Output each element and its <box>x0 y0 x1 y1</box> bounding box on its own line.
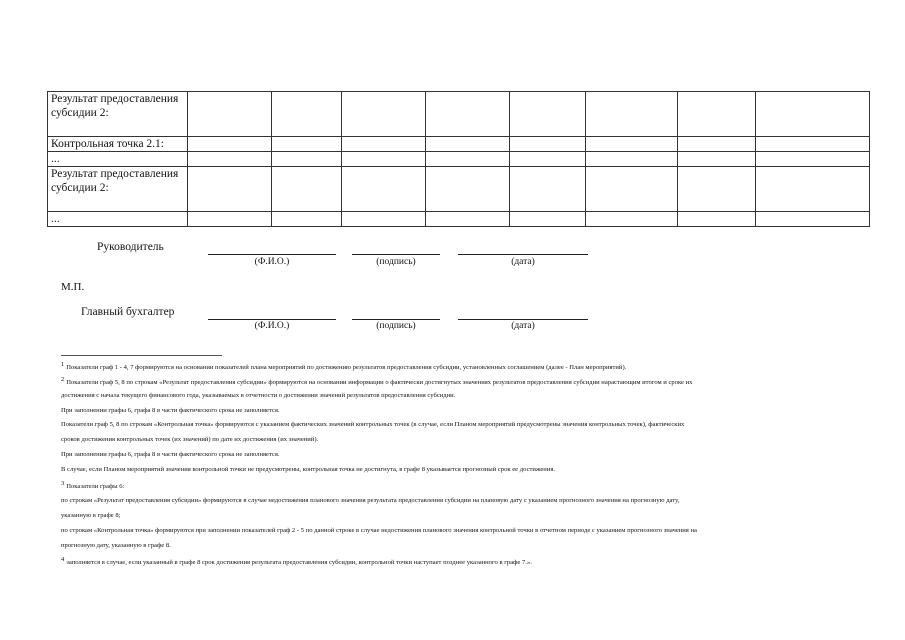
table-cell[interactable] <box>510 152 586 167</box>
footnote-line: по строкам «Контрольная точка» формируются при заполнении показателей граф 2 - 5 по данной строке в случае недостижения планового значения контрольной точки в отчетном периоде с указанием прогнозного значения на <box>61 527 697 534</box>
accountant-sign-caption: (подпись) <box>376 321 416 331</box>
footnote-line: сроков достижения контрольных точек (их значений) по дате их достижения (их значений). <box>61 436 319 443</box>
footnote-2 <box>61 376 876 387</box>
footnote-line: Показатели граф 5, 8 по строкам «Контрольная точка» формируются с указанием фактических значений контрольных точек (в случае, если Планом мероприятий предусмотрены значения контрольных точек), фактических <box>61 421 685 428</box>
footnote-marker: 4 <box>61 556 65 563</box>
table-row <box>48 152 870 167</box>
footnote-line: прогнозную дату, указанную в графе 8. <box>61 542 171 549</box>
table-cell[interactable] <box>188 152 272 167</box>
head-fio-caption: (Ф.И.О.) <box>254 257 290 267</box>
table-cell[interactable] <box>272 167 342 212</box>
table-cell[interactable] <box>586 137 678 152</box>
footnote-marker: 2 <box>61 376 65 383</box>
head-sign-line[interactable] <box>352 254 440 255</box>
report-table <box>47 91 870 227</box>
table-cell[interactable] <box>678 137 756 152</box>
table-cell[interactable] <box>426 137 510 152</box>
head-date-caption: (дата) <box>511 257 535 267</box>
table-cell[interactable] <box>678 167 756 212</box>
footnote-line: При заполнении графы 6, графа 8 в части фактического срока не заполняется. <box>61 451 280 458</box>
head-role-label: Руководитель <box>97 241 164 253</box>
table-cell[interactable] <box>342 167 426 212</box>
table-cell[interactable] <box>678 92 756 137</box>
footnote-4 <box>61 556 876 567</box>
footnote-1 <box>61 361 876 372</box>
table-cell[interactable] <box>188 212 272 227</box>
footnote-line: по строкам «Результат предоставления субсидии» формируются в случае недостижения планового значения результата предоставления субсидии на плановую дату с указанием прогнозного значения на прогнозную дату, <box>61 497 680 504</box>
table-cell[interactable] <box>586 167 678 212</box>
table-cell[interactable] <box>756 152 870 167</box>
footnote-line: достижения с начала текущего финансового года, указываемых в отчетности о достижении значений результатов предоставления субсидии. <box>61 392 456 399</box>
footnote-marker: 1 <box>61 361 65 368</box>
table-cell[interactable] <box>342 137 426 152</box>
table-cell[interactable] <box>188 137 272 152</box>
table-cell[interactable] <box>510 167 586 212</box>
accountant-sign-line[interactable] <box>352 319 440 320</box>
table-cell[interactable] <box>756 92 870 137</box>
table-row <box>48 137 870 152</box>
table-cell[interactable] <box>272 92 342 137</box>
table-cell[interactable] <box>272 212 342 227</box>
table-cell[interactable] <box>188 92 272 137</box>
footnote-text: Показатели граф 1 - 4, 7 формируются на основании показателей плана мероприятий по достижению результатов предоставления субсидии, установленных соглашением (далее - План мероприятий). <box>66 364 627 371</box>
row-label: Результат предоставления субсидии 2: <box>48 92 188 137</box>
footnote-text: Показатели графы 6: <box>66 483 125 490</box>
row-label: Результат предоставления субсидии 2: <box>48 167 188 212</box>
table-cell[interactable] <box>188 167 272 212</box>
table-cell[interactable] <box>510 212 586 227</box>
accountant-fio-line[interactable] <box>208 319 336 320</box>
table-cell[interactable] <box>272 152 342 167</box>
table-cell[interactable] <box>342 212 426 227</box>
row-label: Контрольная точка 2.1: <box>48 137 188 152</box>
table-row <box>48 167 870 212</box>
table-cell[interactable] <box>586 152 678 167</box>
table-cell[interactable] <box>586 92 678 137</box>
table-cell[interactable] <box>586 212 678 227</box>
footnote-separator <box>61 355 222 356</box>
accountant-date-caption: (дата) <box>511 321 535 331</box>
head-sign-caption: (подпись) <box>376 257 416 267</box>
head-fio-line[interactable] <box>208 254 336 255</box>
table-cell[interactable] <box>342 152 426 167</box>
table-row <box>48 212 870 227</box>
table-cell[interactable] <box>426 212 510 227</box>
table-cell[interactable] <box>678 152 756 167</box>
row-label: ... <box>48 212 188 227</box>
table-cell[interactable] <box>678 212 756 227</box>
accountant-fio-caption: (Ф.И.О.) <box>254 321 290 331</box>
footnote-text: заполняется в случае, если указанный в графе 8 срок достижения результата предоставления субсидии, контрольной точки наступает позднее указанного в графе 7.». <box>66 559 532 566</box>
footnote-line: указанную в графе 8; <box>61 512 121 519</box>
accountant-role-label: Главный бухгалтер <box>81 306 175 318</box>
table-cell[interactable] <box>756 137 870 152</box>
table-cell[interactable] <box>272 137 342 152</box>
table-cell[interactable] <box>756 167 870 212</box>
footnote-line: В случае, если Планом мероприятий значения контрольной точки не предусмотрены, контрольная точка не достигнута, в графе 8 указывается прогнозный срок ее достижения. <box>61 466 556 473</box>
table-cell[interactable] <box>426 92 510 137</box>
head-date-line[interactable] <box>458 254 588 255</box>
stamp-place-label: М.П. <box>61 281 85 293</box>
table-cell[interactable] <box>426 167 510 212</box>
table-cell[interactable] <box>510 137 586 152</box>
accountant-date-line[interactable] <box>458 319 588 320</box>
table-cell[interactable] <box>756 212 870 227</box>
table-cell[interactable] <box>510 92 586 137</box>
table-cell[interactable] <box>342 92 426 137</box>
footnote-3 <box>61 480 876 491</box>
table-row <box>48 92 870 137</box>
table-cell[interactable] <box>426 152 510 167</box>
footnote-marker: 3 <box>61 480 65 487</box>
footnote-line: При заполнении графы 6, графа 8 в части фактического срока не заполняется. <box>61 407 280 414</box>
footnote-text: Показатели граф 5, 8 по строкам «Результат предоставления субсидии» формируются на основании информации о фактически достигнутых значениях результатов предоставления субсидии нарастающим итогом и сроке их <box>66 379 693 386</box>
row-label: ... <box>48 152 188 167</box>
